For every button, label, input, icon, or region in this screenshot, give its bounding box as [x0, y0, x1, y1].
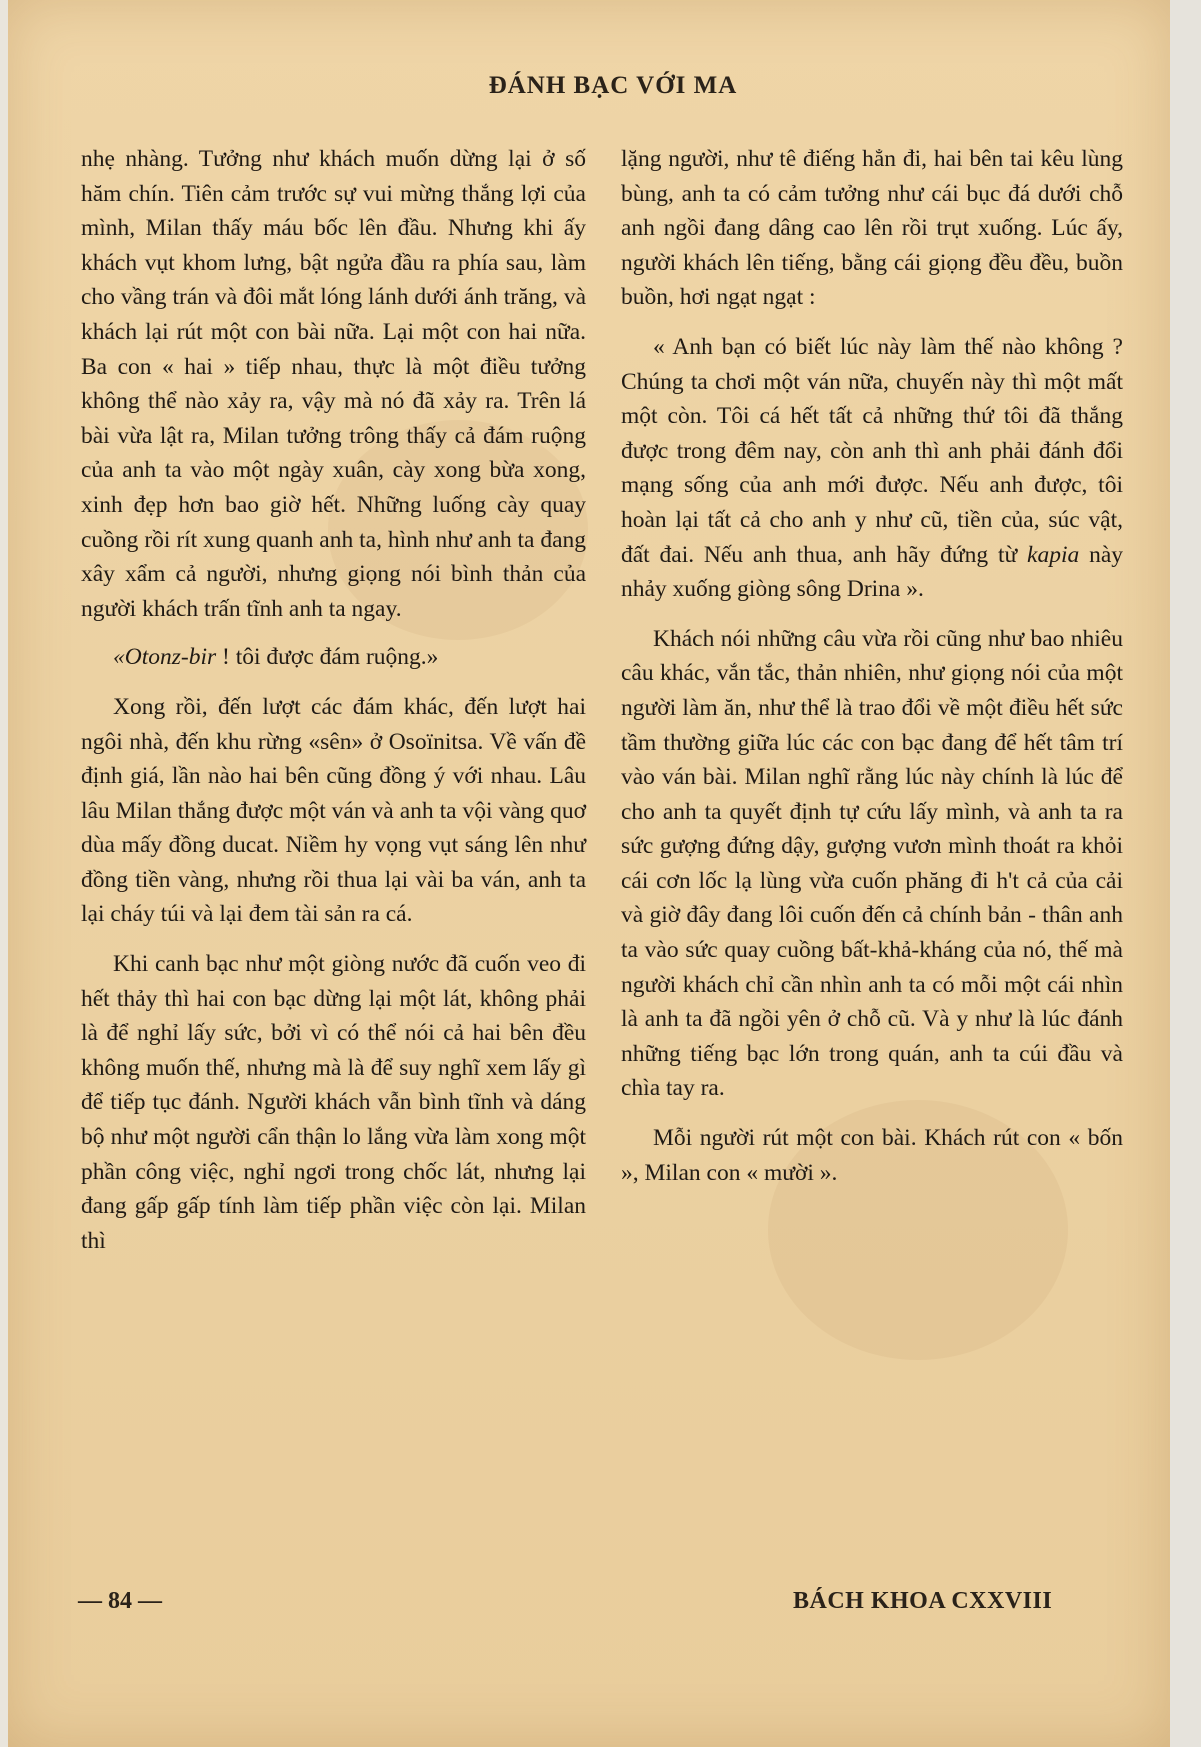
- paragraph: Xong rồi, đến lượt các đám khác, đến lượt hai ngôi nhà, đến khu rừng «sên» ở Osoïnitsa. Về vấn đề định giá, lần nào hai bên cũng đồng ý với nhau. Lâu lâu Milan thắng được một ván và anh ta vội vàng quơ dùa mấy đồng ducat. Niềm hy vọng vụt sáng lên như đồng tiền vàng, nhưng rồi thua lại vài ba ván, anh ta lại cháy túi và lại đem tài sản ra cá.: [81, 693, 586, 928]
- paragraph: nhẹ nhàng. Tưởng như khách muốn dừng lại ở số hăm chín. Tiên cảm trước sự vui mừng thắng lợi của mình, Milan thấy máu bốc lên đầu. Nhưng khi ấy khách vụt khom lưng, bật ngửa đầu ra phía sau, làm cho vầng trán và đôi mắt lóng lánh dưới ánh trăng, và khách lại rút một con bài nữa. Lại một con hai nữa. Ba con « hai » tiếp nhau, thực là một điều tưởng không thể nào xảy ra, vậy mà nó đã xảy ra. Trên lá bài vừa lật ra, Milan tưởng trông thấy cả đám ruộng của anh ta vào một ngày xuân, cày xong bừa xong, xinh đẹp hơn bao giờ hết. Những luống cày quay cuồng rồi rít xung quanh anh ta, hình như anh ta đang xây xẩm cả người, nhưng giọng nói bình thản của người khách trấn tĩnh anh ta ngay.: [81, 146, 586, 622]
- page-number: — 84 —: [78, 1588, 162, 1614]
- right-column: [621, 142, 1123, 1190]
- running-title: ĐÁNH BẠC VỚI MA: [488, 72, 738, 99]
- speech-part-a: « Anh bạn có biết lúc này làm thế nào không ? Chúng ta chơi một ván nữa, chuyến này thì một mất một còn. Tôi cá hết tất cả những thứ tôi đã thắng được trong đêm nay, còn anh thì anh phải đánh đổi mạng sống của anh mới được. Nếu anh được, tôi hoàn lại tất cả cho anh y như cũ, tiền của, súc vật, đất đai. Nếu anh thua, anh hãy đứng từ: [621, 333, 1123, 568]
- quote-rest: ! tôi được đám ruộng.»: [222, 644, 439, 671]
- italic-word: kapia: [1027, 541, 1080, 568]
- dialog-line: [81, 640, 586, 675]
- paragraph: Khi canh bạc như một giòng nước đã cuốn veo đi hết thảy thì hai con bạc dừng lại một lát, không phải là để nghỉ lấy sức, bởi vì có thể nói cả hai bên đều không muốn thế, nhưng mà là để suy nghĩ xem lấy gì để tiếp tục đánh. Người khách vẫn bình tĩnh và dáng bộ như một người cẩn thận lo lắng vừa làm xong một phần công việc, nghỉ ngơi trong chốc lát, nhưng lại đang gấp gấp tính làm tiếp phần việc còn lại. Milan thì: [81, 951, 586, 1254]
- paragraph: lặng người, như tê điếng hẳn đi, hai bên tai kêu lùng bùng, anh ta có cảm tưởng như cái bục đá dưới chỗ anh ngồi đang dâng cao lên rồi trụt xuống. Lúc ấy, người khách lên tiếng, bằng cái giọng đều đều, buồn buồn, hơi ngạt ngạt :: [621, 146, 1123, 311]
- magazine-page: [8, 0, 1170, 1747]
- paragraph: Mỗi người rút một con bài. Khách rút con « bốn », Milan con « mười ».: [621, 1125, 1123, 1186]
- paragraph: [621, 330, 1123, 607]
- paragraph: Khách nói những câu vừa rồi cũng như bao nhiêu câu khác, vắn tắc, thản nhiên, như giọng nói của một người làm ăn, như thể là trao đổi về một điều hết sức tầm thường giữa lúc các con bạc đang để hết tâm trí vào ván bài. Milan nghĩ rằng lúc này chính là lúc để cho anh ta quyết định tự cứu lấy mình, và anh ta ra sức gượng đứng dậy, gượng vươn mình thoát ra khỏi cái cơn lốc lạ lùng vừa cuốn phăng đi h't cả của cải và giờ đây đang lôi cuốn đến cả chính bản - thân anh ta vào sức quay cuồng bất-khả-kháng của nó, thế mà người khách chỉ cần nhìn anh ta có mỗi một cái nhìn là anh ta đã ngồi yên ở chỗ cũ. Và y như là lúc đánh những tiếng bạc lớn trong quán, anh ta cúi đầu và chìa tay ra.: [621, 625, 1123, 1102]
- quote-foreign-phrase: «Otonz-bir: [113, 644, 217, 671]
- speech-part-b: này nhảy xuống giòng sông Drina ».: [621, 541, 1123, 603]
- scan-margin: [1170, 0, 1201, 1747]
- journal-name: BÁCH KHOA CXXVIII: [793, 1588, 1053, 1614]
- left-column: [81, 142, 586, 1258]
